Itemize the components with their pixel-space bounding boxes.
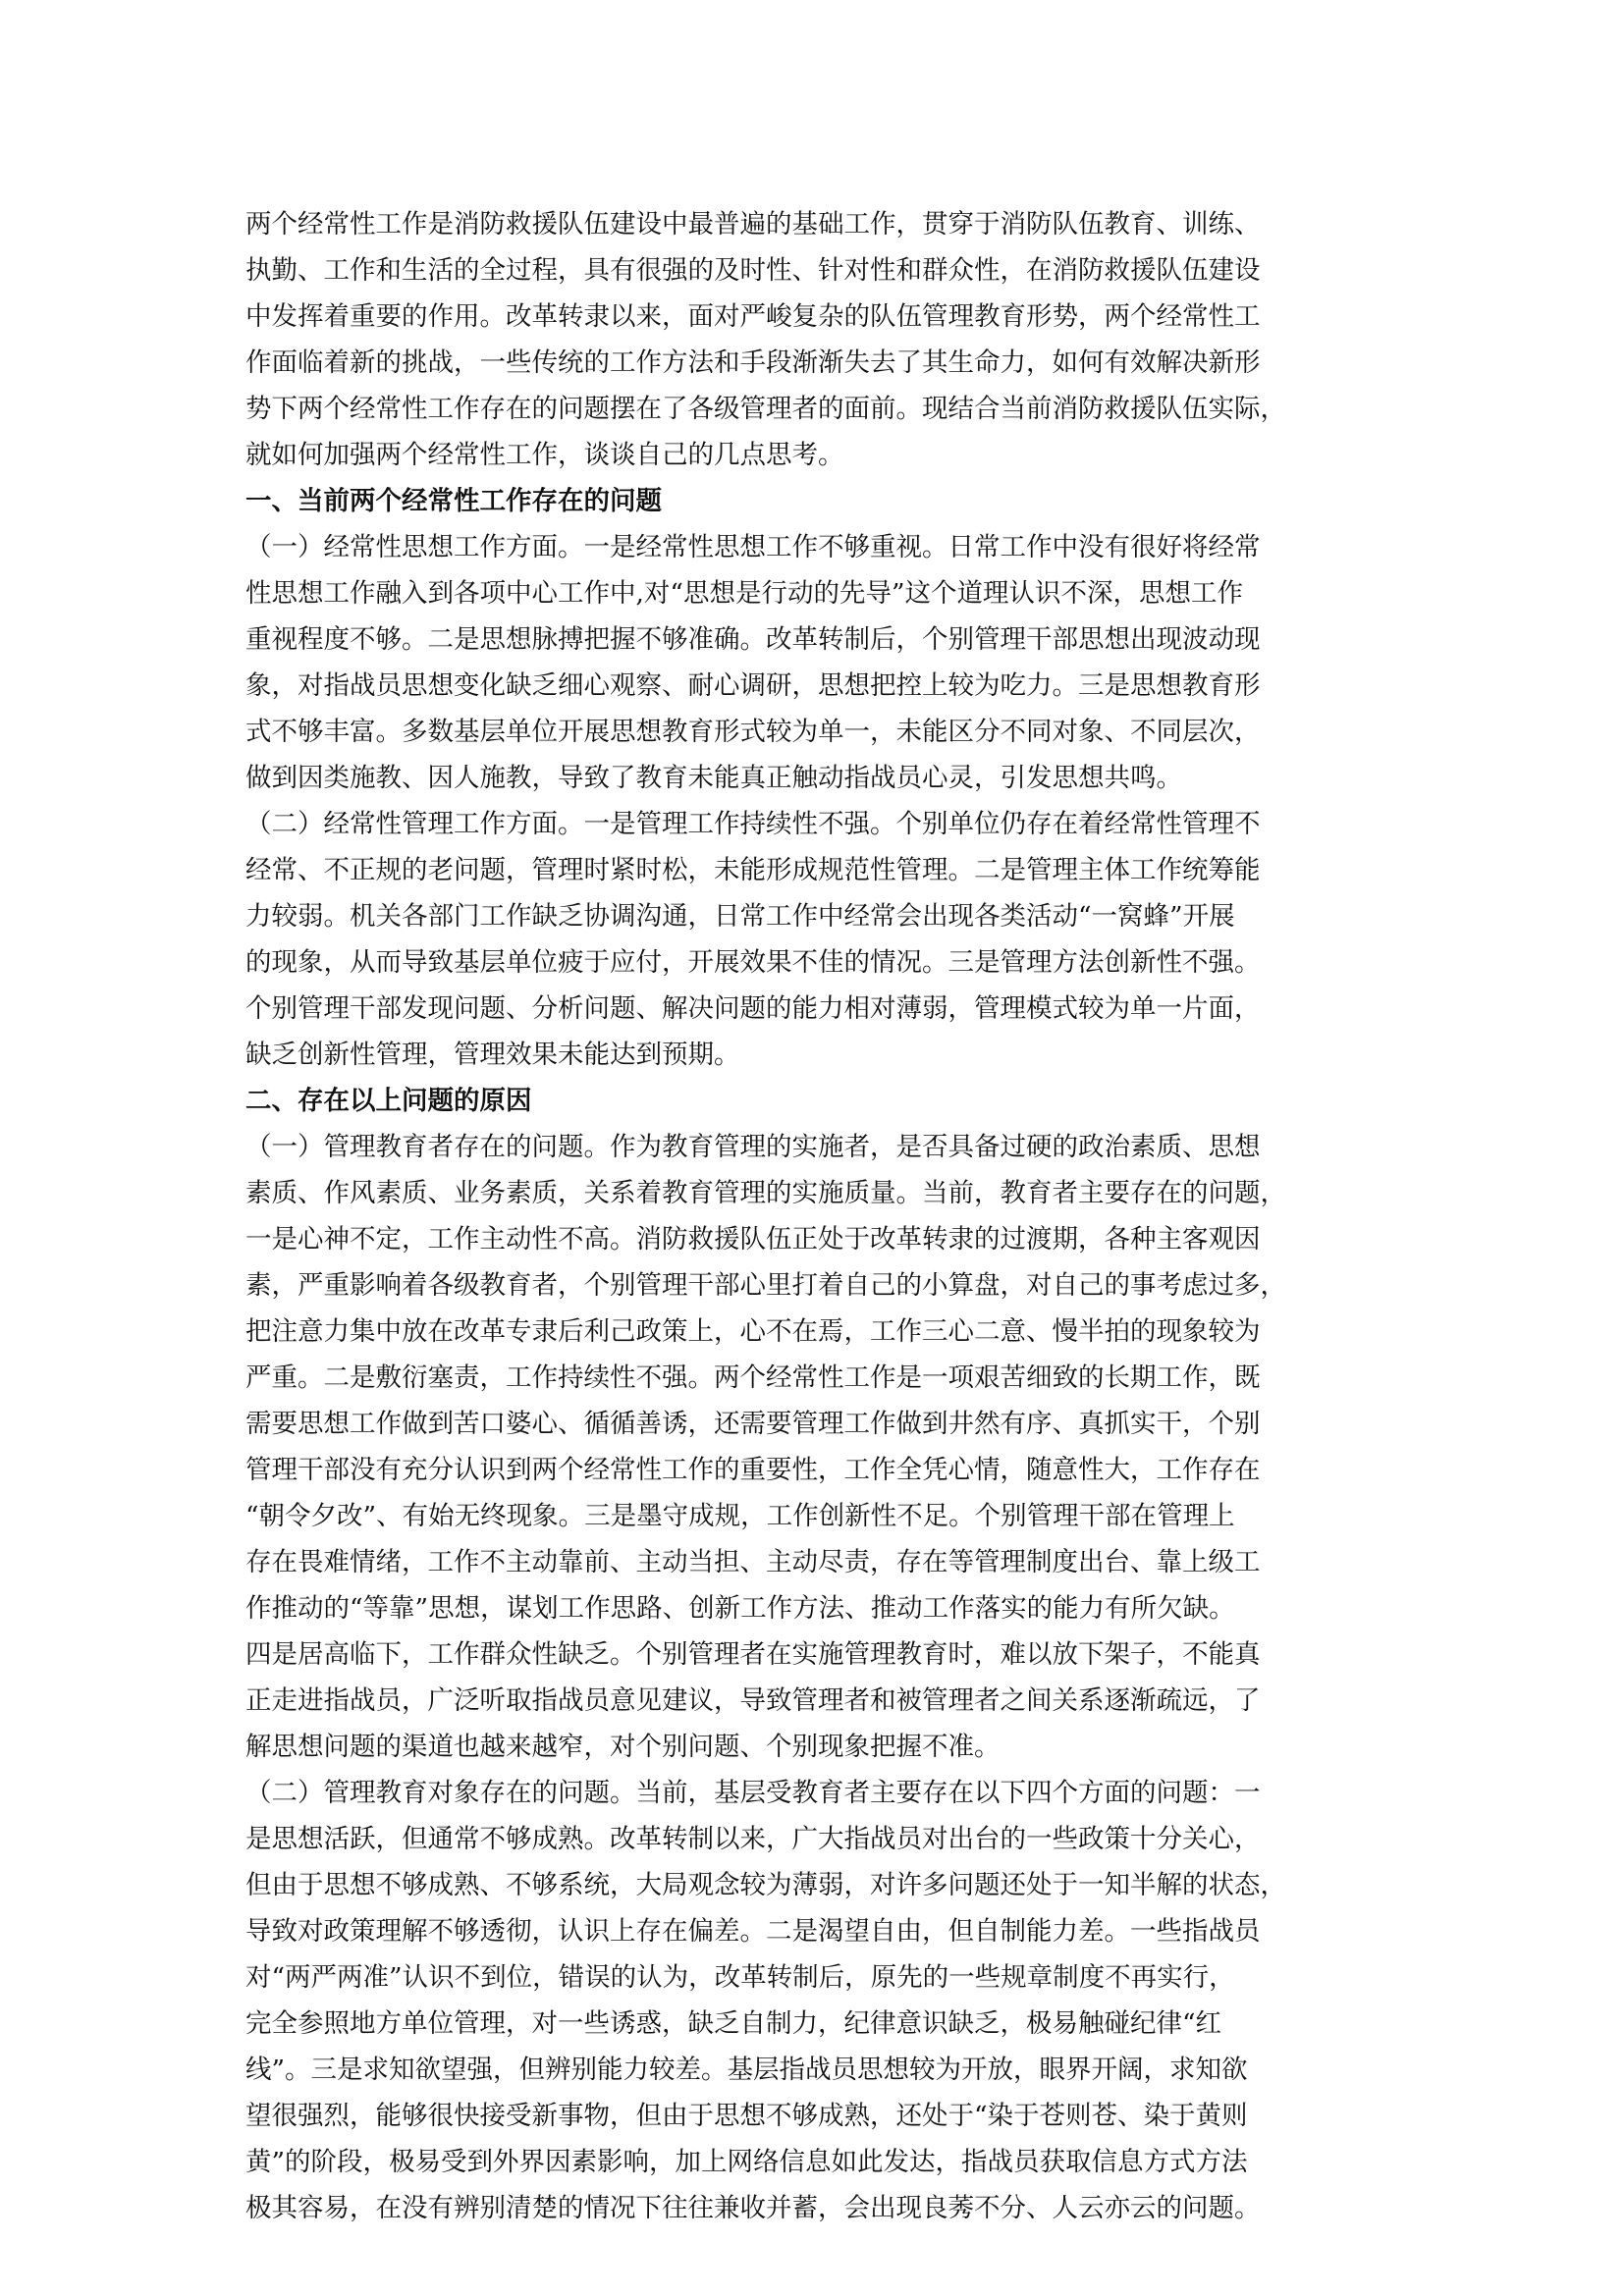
intro-line: 两个经常性工作是消防救援队伍建设中最普遍的基础工作，贯穿于消防队伍教育、训练、 <box>245 209 1261 240</box>
paragraph-line: 导致对政策理解不够透彻，认识上存在偏差。二是渴望自由，但自制能力差。一些指战员 <box>245 1916 1261 1947</box>
paragraph-line: 解思想问题的渠道也越来越窄，对个别问题、个别现象把握不准。 <box>245 1732 1001 1762</box>
intro-line: 中发挥着重要的作用。改革转隶以来，面对严峻复杂的队伍管理教育形势，两个经常性工 <box>245 301 1261 332</box>
intro-line: 势下两个经常性工作存在的问题摆在了各级管理者的面前。现结合当前消防救援队伍实际， <box>245 394 1286 424</box>
paragraph-line: 个别管理干部发现问题、分析问题、解决问题的能力相对薄弱，管理模式较为单一片面， <box>245 993 1261 1024</box>
paragraph-line: 正走进指战员，广泛听取指战员意见建议，导致管理者和被管理者之间关系逐渐疏远，了 <box>245 1685 1261 1716</box>
intro-line: 执勤、工作和生活的全过程，具有很强的及时性、针对性和群众性，在消防救援队伍建设 <box>245 255 1261 286</box>
paragraph-line: 把注意力集中放在改革专隶后利己政策上，心不在焉，工作三心二意、慢半拍的现象较为 <box>245 1316 1261 1347</box>
section-2-heading: 二、存在以上问题的原因 <box>245 1086 532 1116</box>
section-2-paragraph-1 <box>245 1124 1375 1770</box>
paragraph-line: 象，对指战员思想变化缺乏细心观察、耐心调研，思想把控上较为吃力。三是思想教育形 <box>245 670 1261 701</box>
paragraph-line: 四是居高临下，工作群众性缺乏。个别管理者在实施管理教育时，难以放下架子，不能真 <box>245 1639 1261 1670</box>
paragraph-line: 缺乏创新性管理，管理效果未能达到预期。 <box>245 1040 740 1070</box>
paragraph-line: 完全参照地方单位管理，对一些诱惑，缺乏自制力，纪律意识缺乏，极易触碰纪律“红 <box>245 2008 1222 2039</box>
paragraph-line: 需要思想工作做到苦口婆心、循循善诱，还需要管理工作做到井然有序、真抓实干，个别 <box>245 1409 1261 1439</box>
document-page <box>245 201 1375 2231</box>
paragraph-line: （二）管理教育对象存在的问题。当前，基层受教育者主要存在以下四个方面的问题：一 <box>245 1778 1261 1808</box>
paragraph-line: 线”。三是求知欲望强，但辨别能力较差。基层指战员思想较为开放，眼界开阔，求知欲 <box>245 2055 1248 2085</box>
section-1-heading: 一、当前两个经常性工作存在的问题 <box>245 486 662 516</box>
paragraph-line: 存在畏难情绪，工作不主动靠前、主动当担、主动尽责，存在等管理制度出台、靠上级工 <box>245 1547 1261 1577</box>
section-2-paragraph-2 <box>245 1770 1375 2231</box>
paragraph-line: 性思想工作融入到各项中心工作中,对“思想是行动的先导”这个道理认识不深，思想工作 <box>245 578 1244 609</box>
intro-line: 就如何加强两个经常性工作，谈谈自己的几点思考。 <box>245 440 844 470</box>
paragraph-line: 素，严重影响着各级教育者，个别管理干部心里打着自己的小算盘，对自己的事考虑过多， <box>245 1270 1286 1301</box>
intro-paragraph <box>245 201 1375 478</box>
paragraph-line: 是思想活跃，但通常不够成熟。改革转制以来，广大指战员对出台的一些政策十分关心， <box>245 1824 1261 1854</box>
paragraph-line: 望很强烈，能够很快接受新事物，但由于思想不够成熟，还处于“染于苍则苍、染于黄则 <box>245 2101 1248 2131</box>
paragraph-line: 的现象，从而导致基层单位疲于应付，开展效果不佳的情况。三是管理方法创新性不强。 <box>245 947 1261 978</box>
paragraph-line: （二）经常性管理工作方面。一是管理工作持续性不强。个别单位仍存在着经常性管理不 <box>245 809 1261 839</box>
paragraph-line: （一）管理教育者存在的问题。作为教育管理的实施者，是否具备过硬的政治素质、思想 <box>245 1132 1261 1162</box>
section-1-paragraph-2 <box>245 801 1375 1078</box>
paragraph-line: 严重。二是敷衍塞责，工作持续性不强。两个经常性工作是一项艰苦细致的长期工作，既 <box>245 1362 1261 1393</box>
paragraph-line: 力较弱。机关各部门工作缺乏协调沟通，日常工作中经常会出现各类活动“一窝蜂”开展 <box>245 901 1235 932</box>
intro-line: 作面临着新的挑战，一些传统的工作方法和手段渐渐失去了其生命力，如何有效解决新形 <box>245 347 1261 378</box>
paragraph-line: 对“两严两准”认识不到位，错误的认为，改革转制后，原先的一些规章制度不再实行， <box>245 1962 1235 1993</box>
paragraph-line: 经常、不正规的老问题，管理时紧时松，未能形成规范性管理。二是管理主体工作统筹能 <box>245 855 1261 885</box>
paragraph-line: 式不够丰富。多数基层单位开展思想教育形式较为单一，未能区分不同对象、不同层次， <box>245 717 1261 747</box>
section-1-paragraph-1 <box>245 524 1375 801</box>
paragraph-line: 极其容易，在没有辨别清楚的情况下往往兼收并蓄，会出现良莠不分、人云亦云的问题。 <box>245 2193 1261 2223</box>
paragraph-line: 管理干部没有充分认识到两个经常性工作的重要性，工作全凭心情，随意性大，工作存在 <box>245 1455 1261 1485</box>
paragraph-line: 作推动的“等靠”思想，谋划工作思路、创新工作方法、推动工作落实的能力有所欠缺。 <box>245 1593 1235 1624</box>
paragraph-line: 一是心神不定，工作主动性不高。消防救援队伍正处于改革转隶的过渡期，各种主客观因 <box>245 1224 1261 1255</box>
paragraph-line: （一）经常性思想工作方面。一是经常性思想工作不够重视。日常工作中没有很好将经常 <box>245 532 1261 562</box>
paragraph-line: 素质、作风素质、业务素质，关系着教育管理的实施质量。当前，教育者主要存在的问题， <box>245 1178 1286 1208</box>
paragraph-line: “朝令夕改”、有始无终现象。三是墨守成规，工作创新性不足。个别管理干部在管理上 <box>245 1501 1235 1531</box>
paragraph-line: 但由于思想不够成熟、不够系统，大局观念较为薄弱，对许多问题还处于一知半解的状态， <box>245 1870 1286 1900</box>
paragraph-line: 黄”的阶段，极易受到外界因素影响，加上网络信息如此发达，指战员获取信息方式方法 <box>245 2147 1248 2177</box>
paragraph-line: 做到因类施教、因人施教，导致了教育未能真正触动指战员心灵，引发思想共鸣。 <box>245 763 1182 793</box>
paragraph-line: 重视程度不够。二是思想脉搏把握不够准确。改革转制后，个别管理干部思想出现波动现 <box>245 624 1261 655</box>
